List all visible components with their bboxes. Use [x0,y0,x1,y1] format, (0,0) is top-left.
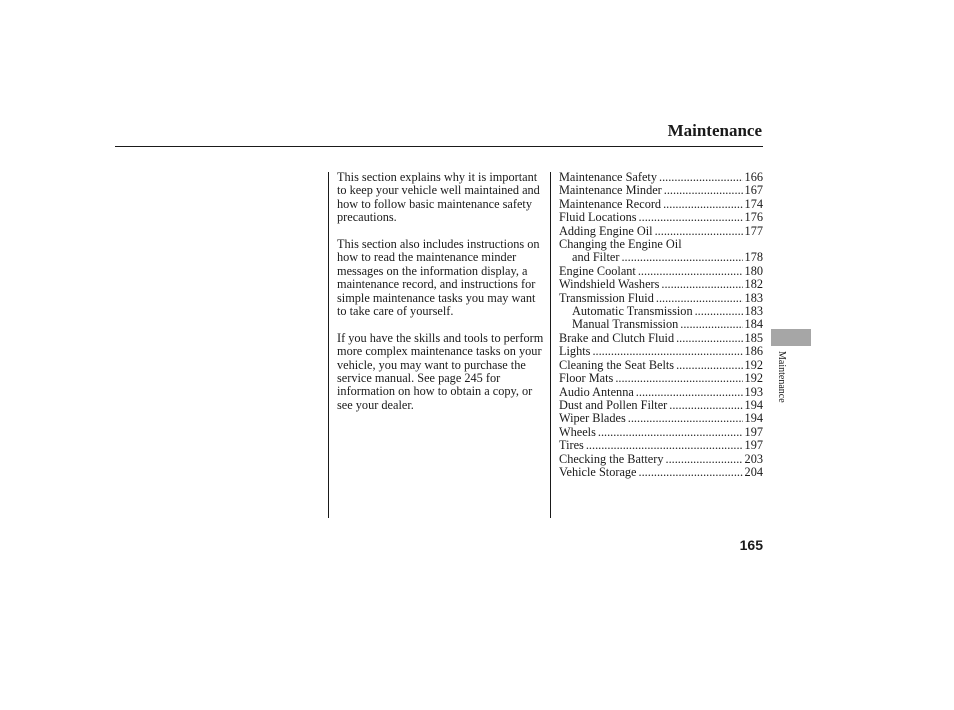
toc-entry-vehicle-storage[interactable] [559,466,763,479]
intro-paragraph-3: If you have the skills and tools to perform more complex maintenance tasks on your vehicle, you may want to purchase the service manual. See page 245 for information on how to obtain a copy, or see your dealer. [337,330,544,412]
toc-entry-page: 193 [744,384,763,399]
toc-entry-automatic-transmission[interactable] [559,305,763,318]
left-column-rule [328,172,329,518]
toc-entry-fluid-locations[interactable] [559,211,763,224]
toc-leader-dots [628,412,743,425]
table-of-contents [559,171,763,479]
toc-leader-dots [586,439,743,452]
toc-leader-dots [639,466,743,479]
toc-leader-dots [638,265,743,278]
toc-entry-tires[interactable] [559,439,763,452]
toc-entry-brake-clutch-fluid[interactable] [559,332,763,345]
toc-entry-checking-battery[interactable] [559,453,763,466]
toc-entry-page: 194 [744,411,763,426]
toc-entry-label: and Filter [572,250,620,265]
toc-entry-page: 176 [744,210,763,225]
section-side-tab[interactable] [771,329,811,346]
toc-entry-label: Automatic Transmission [572,304,693,319]
toc-entry-cleaning-seat-belts[interactable] [559,359,763,372]
toc-leader-dots [663,198,742,211]
toc-entry-page: 174 [744,196,763,211]
toc-leader-dots [676,359,742,372]
toc-entry-label: Maintenance Safety [559,170,657,184]
toc-entry-label: Checking the Battery [559,451,664,466]
toc-leader-dots [639,211,743,224]
toc-entry-changing-engine-oil[interactable]: Changing the Engine Oil [559,237,682,252]
toc-entry-adding-engine-oil[interactable] [559,225,763,238]
middle-column-rule [550,172,551,518]
toc-entry-page: 186 [744,344,763,359]
toc-entry-windshield-washers[interactable] [559,278,763,291]
toc-leader-dots [621,251,742,264]
toc-entry-page: 197 [744,424,763,439]
toc-leader-dots [655,225,743,238]
toc-entry-label: Brake and Clutch Fluid [559,330,675,345]
toc-entry-label: Dust and Pollen Filter [559,397,668,412]
title-rule [115,146,763,147]
page-number: 165 [739,537,763,553]
toc-leader-dots [695,305,743,318]
toc-entry-lights[interactable] [559,345,763,358]
toc-leader-dots [656,292,743,305]
toc-entry-label: Vehicle Storage [559,464,637,479]
toc-entry-floor-mats[interactable] [559,372,763,385]
intro-paragraph-1: This section explains why it is important to keep your vehicle well maintained and how to follow basic maintenance safety precautions. [337,170,540,225]
toc-entry-page: 183 [744,290,763,305]
toc-entry-page: 183 [744,304,763,319]
toc-leader-dots [615,372,742,385]
toc-entry-page: 197 [744,438,763,453]
toc-entry-label: Audio Antenna [559,384,634,399]
toc-entry-page: 203 [744,451,763,466]
toc-entry-maintenance-record[interactable] [559,198,763,211]
toc-entry-page: 184 [744,317,763,332]
toc-entry-page: 167 [744,183,763,198]
toc-entry-wiper-blades[interactable] [559,412,763,425]
toc-leader-dots [680,318,742,331]
intro-text [337,171,547,426]
toc-entry-page: 180 [744,263,763,278]
toc-entry-label: Adding Engine Oil [559,223,653,238]
toc-entry-dust-pollen-filter[interactable] [559,399,763,412]
toc-entry-label: Lights [559,344,591,359]
toc-entry-page: 192 [744,371,763,386]
toc-entry-manual-transmission[interactable] [559,318,763,331]
toc-leader-dots [664,184,743,197]
toc-leader-dots [666,453,743,466]
intro-paragraph-2: This section also includes instructions on how to read the maintenance minder messages on the information display, a maintenance record, and instructions for simple maintenance tasks you may want to take care of yourself. [337,237,540,319]
toc-entry-label: Transmission Fluid [559,290,654,305]
toc-entry-label: Maintenance Minder [559,183,662,198]
page-title: Maintenance [667,121,762,140]
toc-entry-label: Fluid Locations [559,210,637,225]
toc-entry-maintenance-safety[interactable] [559,171,763,184]
toc-leader-dots [636,386,743,399]
toc-entry-label: Engine Coolant [559,263,636,278]
toc-entry-page: 178 [744,250,763,265]
toc-entry-wheels[interactable] [559,426,763,439]
toc-entry-page: 204 [744,464,763,479]
toc-leader-dots [592,345,742,358]
toc-entry-label: Floor Mats [559,371,614,386]
toc-entry-label: Manual Transmission [572,317,679,332]
toc-entry-page: 166 [744,170,763,184]
toc-leader-dots [661,278,742,291]
toc-leader-dots [676,332,742,345]
toc-entry-label: Wheels [559,424,596,439]
toc-entry-maintenance-minder[interactable] [559,184,763,197]
toc-entry-label: Cleaning the Seat Belts [559,357,675,372]
toc-entry-audio-antenna[interactable] [559,386,763,399]
toc-entry-engine-coolant[interactable] [559,265,763,278]
toc-entry-transmission-fluid[interactable] [559,292,763,305]
toc-entry-label: Tires [559,438,584,453]
toc-entry-page: 192 [744,357,763,372]
toc-entry-page: 182 [744,277,763,292]
toc-entry-page: 185 [744,330,763,345]
toc-leader-dots [669,399,742,412]
toc-leader-dots [659,171,743,184]
toc-entry-page: 177 [744,223,763,238]
section-side-label: Maintenance [776,351,787,403]
toc-entry-and-filter[interactable] [559,251,763,264]
toc-leader-dots [598,426,743,439]
toc-entry-label: Maintenance Record [559,196,662,211]
toc-entry-label: Wiper Blades [559,411,626,426]
toc-entry-label: Windshield Washers [559,277,660,292]
toc-entry-page: 194 [744,397,763,412]
